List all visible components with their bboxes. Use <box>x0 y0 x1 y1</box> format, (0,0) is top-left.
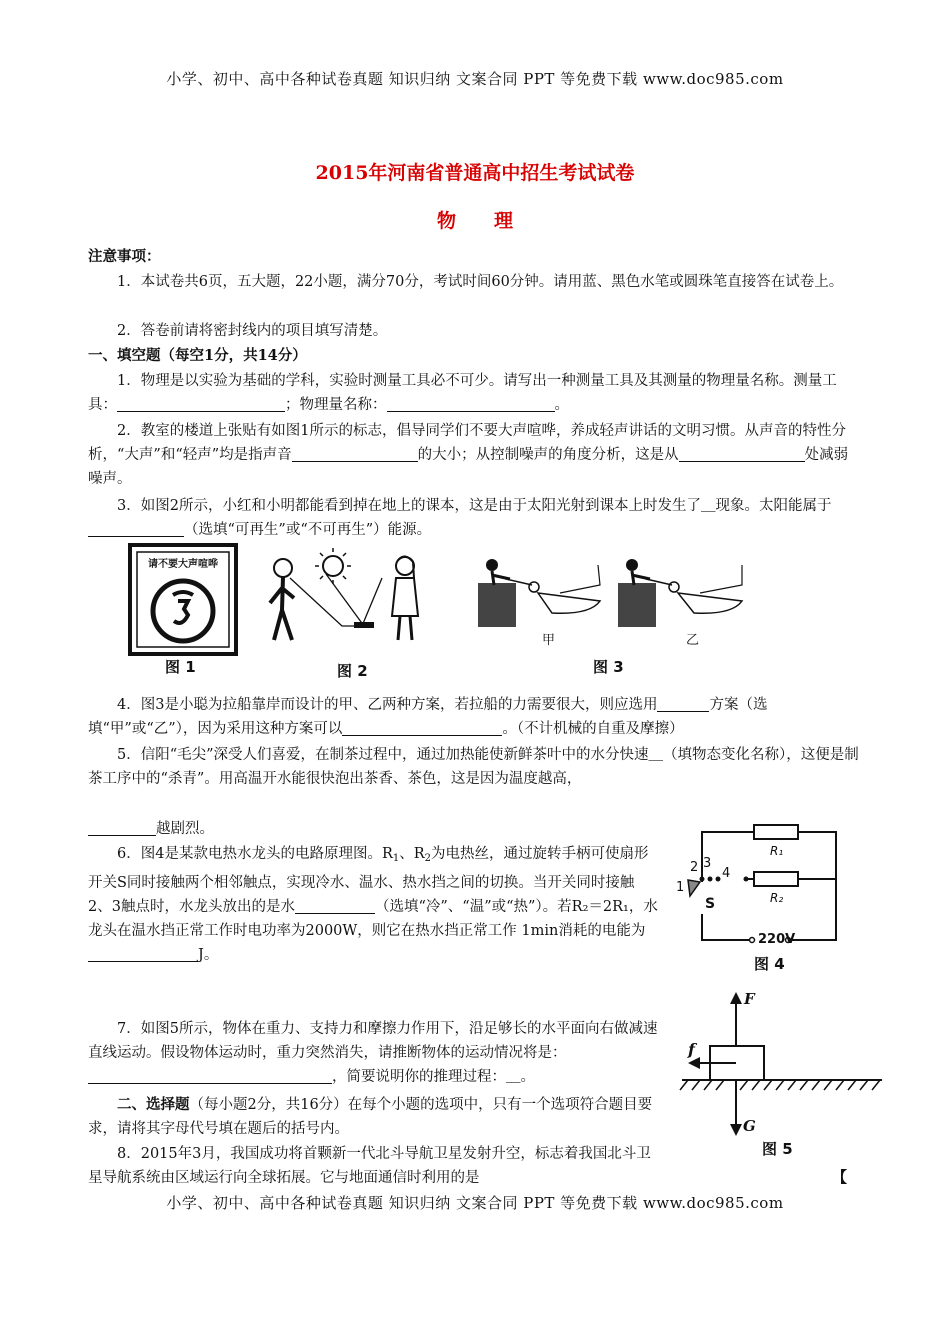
notice-heading: 注意事项： <box>88 248 161 265</box>
question-5: 5．信阳“毛尖”深受人们喜爱，在制茶过程中，通过加热能使新鲜茶叶中的水分快速＿（填物态变化名称），这便是制茶工序中的“杀青”。用高温开水能很快泡出茶香、茶色，这是因为温度越高， <box>88 747 859 787</box>
figure-5-label-f: f <box>688 1040 695 1059</box>
q2-text-b: 的大小；从控制噪声的角度分析，这是从 <box>417 447 679 463</box>
subject-title: 物 理 <box>436 210 513 232</box>
figure-3-label-yi: 乙 <box>686 633 700 648</box>
figure-3-illustration <box>470 545 762 633</box>
figure-4-n3: 3 <box>703 856 712 871</box>
section-2-rest: （每小题2分，共16分）在每个小题的选项中，只有一个选项符合题目要求，请将其字母代号填在题后的括号内。 <box>88 1097 653 1137</box>
q2-blank-2[interactable] <box>679 445 805 462</box>
q6-blank-2[interactable] <box>88 945 198 962</box>
figure-4-n1: 1 <box>676 880 685 895</box>
figure-3-label-jia: 甲 <box>542 633 556 648</box>
figure-5-label-G: G <box>743 1117 756 1135</box>
question-4 <box>88 693 860 741</box>
question-2 <box>88 419 860 491</box>
q1-blank-tool[interactable] <box>117 395 285 412</box>
q3-text-b: （选填“可再生”或“不可再生”）能源。 <box>184 522 432 538</box>
figure-4-switch-s: S <box>705 896 716 912</box>
q6-sub-1: 1 <box>392 853 400 864</box>
page-footer: 小学、初中、高中各种试卷真题 知识归纳 文案合同 PPT 等免费下载 www.doc985.com <box>166 1194 784 1212</box>
q4-text-c: 。（不计机械的自重及摩擦） <box>502 721 684 737</box>
q5-text-b: 越剧烈。 <box>156 821 214 837</box>
q1-text-c: 。 <box>554 397 569 413</box>
q7-text-b: ，简要说明你的推理过程：＿。 <box>332 1069 535 1085</box>
q3-text-a: 3．如图2所示，小红和小明都能看到掉在地上的课本，这是由于太阳光射到课本上时发生了＿现象。太阳能属于 <box>117 498 832 514</box>
q6-blank-1[interactable] <box>295 897 375 914</box>
q2-blank-1[interactable] <box>292 445 418 462</box>
q6-text-r2: 、R <box>399 846 425 862</box>
figure-4-n2: 2 <box>690 860 699 875</box>
question-6 <box>88 842 658 967</box>
q6-text-d: J。 <box>198 947 219 963</box>
question-7 <box>88 1017 658 1089</box>
figure-4-n4: 4 <box>722 866 731 881</box>
q2-text-c: 处减弱噪声。 <box>88 447 849 487</box>
figure-5-force-diagram <box>678 988 884 1140</box>
q5-blank[interactable] <box>88 819 156 836</box>
figure-1-sign-text: 请不要大声喧哗 <box>148 559 218 570</box>
section-1-heading: 一、填空题（每空1分，共14分） <box>88 347 307 364</box>
notice-1: 1．本试卷共6页，五大题，22小题，满分70分，考试时间60分钟。请用蓝、黑色水笔或圆珠笔直接答在试卷上。 <box>117 274 844 290</box>
question-8: 8．2015年3月，我国成功将首颗新一代北斗导航卫星发射升空，标志着我国北斗卫星导航系统由区域运行向全球拓展。它与地面通信时利用的是 <box>88 1146 651 1186</box>
q4-blank-2[interactable] <box>342 719 502 736</box>
q4-blank-1[interactable] <box>657 695 709 712</box>
q6-text-c: （选填“冷”、“温”或“热”）。若R₂＝2R₁，水龙头在温水挡正常工作时电功率为2000W，则它在热水挡正常工作 1min消耗的电能为 <box>88 899 658 939</box>
question-8-bracket: 【 <box>832 1168 848 1186</box>
figure-2-illustration <box>262 548 442 648</box>
page-header: 小学、初中、高中各种试卷真题 知识归纳 文案合同 PPT 等免费下载 www.doc985.com <box>166 70 784 88</box>
figure-2-caption: 图 2 <box>337 662 368 680</box>
figure-4-r1: R₁ <box>770 844 784 858</box>
section-2-intro <box>88 1093 658 1141</box>
figure-4-r2: R₂ <box>770 891 784 905</box>
figure-4-voltage: 220V <box>758 932 796 947</box>
figure-5-label-F: F <box>744 990 755 1008</box>
q4-text-a: 4．图3是小聪为拉船靠岸而设计的甲、乙两种方案，若拉船的力需要很大，则应选用 <box>117 697 658 713</box>
figure-4-caption: 图 4 <box>754 955 785 973</box>
q6-text-a: 6．图4是某款电热水龙头的电路原理图。R <box>117 846 393 862</box>
question-3 <box>88 494 860 542</box>
notice-2: 2．答卷前请将密封线内的项目填写清楚。 <box>117 323 388 339</box>
q1-text-b: ；物理量名称： <box>285 397 387 413</box>
section-2-heading: 二、选择题 <box>117 1096 190 1113</box>
q3-blank[interactable] <box>88 520 184 537</box>
q6-sub-2: 2 <box>424 853 432 864</box>
question-1 <box>88 369 860 417</box>
exam-title: 2015年河南省普通高中招生考试试卷 <box>315 162 635 184</box>
figure-5-caption: 图 5 <box>762 1140 793 1158</box>
q6-text-b: 为电热丝，通过旋转手柄可使扇形开关S同时接触两个相邻触点，实现冷水、温水、热水挡之间的切换。当开关同时接触2、3触点时，水龙头放出的是水 <box>88 846 649 915</box>
q7-text-a: 7．如图5所示，物体在重力、支持力和摩擦力作用下，沿足够长的水平面向右做减速直线运动。假设物体运动时，重力突然消失，请推断物体的运动情况将是： <box>88 1021 658 1061</box>
q1-blank-quantity[interactable] <box>387 395 555 412</box>
figure-3-caption: 图 3 <box>593 658 624 676</box>
figure-1-caption: 图 1 <box>165 658 196 676</box>
q7-blank[interactable] <box>88 1067 332 1084</box>
q2-text-a: 2．教室的楼道上张贴有如图1所示的标志，倡导同学们不要大声喧哗，养成轻声讲话的文明习惯。从声音的特性分析，“大声”和“轻声”均是指声音 <box>88 423 846 463</box>
q1-text-a: 1．物理是以实验为基础的学科，实验时测量工具必不可少。请写出一种测量工具及其测量的物理量名称。测量工具： <box>88 373 837 413</box>
q4-text-b: 方案（选填“甲”或“乙”），因为采用这种方案可以 <box>88 697 768 737</box>
